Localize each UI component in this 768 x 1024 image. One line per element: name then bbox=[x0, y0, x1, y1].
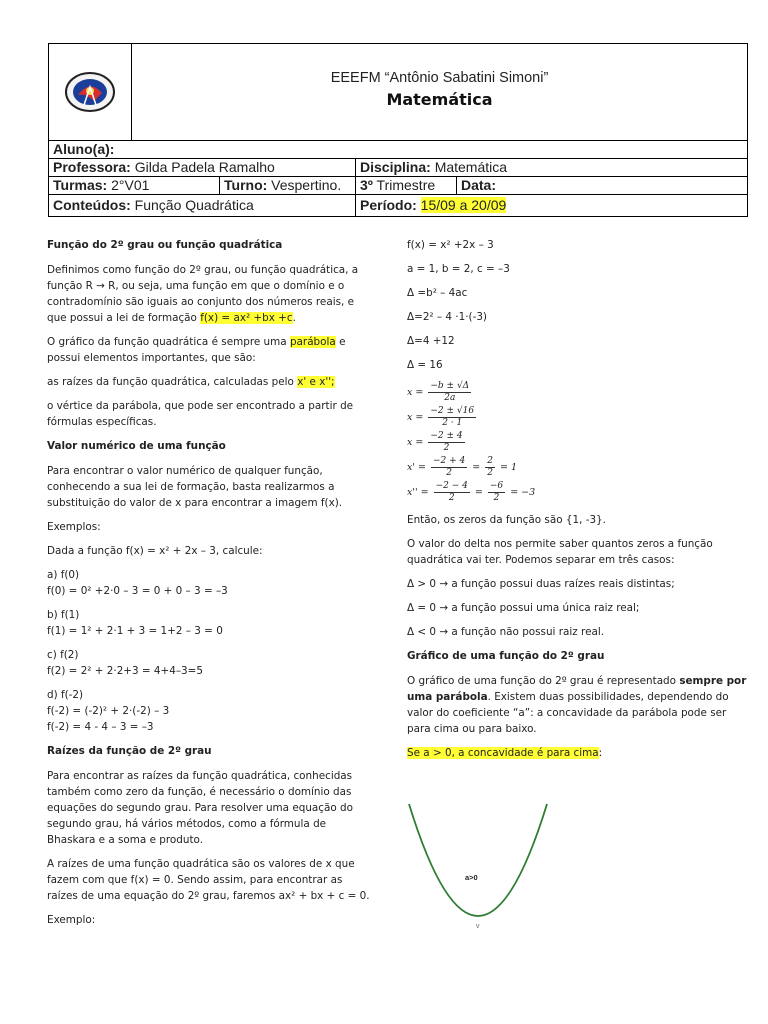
concavity-colon: : bbox=[598, 747, 603, 759]
parabola-highlight: parábola bbox=[289, 336, 336, 348]
definition-paragraph bbox=[47, 262, 372, 326]
row-aluno bbox=[49, 141, 747, 159]
x1-result: = 1 bbox=[500, 462, 518, 473]
bhaskara-numerator: −b ± √Δ bbox=[430, 381, 470, 391]
x1-numerator-2: 2 bbox=[487, 456, 494, 466]
delta-sum: Δ=4 +12 bbox=[407, 335, 455, 347]
conteudos-value: Função Quadrática bbox=[134, 197, 254, 213]
x1-numerator: −2 + 4 bbox=[432, 456, 466, 466]
given-function: Dada a função f(x) = x² + 2x – 3, calcule: bbox=[47, 545, 263, 557]
zeros-conclusion: Então, os zeros da função são {1, -3}. bbox=[407, 514, 606, 526]
example-b-title: b) f(1) bbox=[47, 609, 80, 621]
vertex-label: v bbox=[476, 923, 480, 930]
roots-highlight: x' e x''; bbox=[297, 376, 335, 388]
trimestre-number: 3º bbox=[360, 177, 373, 193]
row-conteudos bbox=[49, 195, 747, 216]
bhaskara-denominator: 2a bbox=[444, 393, 456, 403]
parabola-figure bbox=[405, 800, 555, 932]
graph-paragraph bbox=[47, 334, 372, 366]
example-d-calc-1: f(-2) = (-2)² + 2·(-2) – 3 bbox=[47, 705, 170, 717]
periodo-label: Período: bbox=[360, 197, 417, 213]
x1-lhs: x' = bbox=[407, 462, 426, 473]
delta-result: Δ = 16 bbox=[407, 359, 443, 371]
row-turmas bbox=[49, 177, 747, 195]
x2-equals: = bbox=[474, 487, 483, 498]
definition-text: Definimos como função do 2º grau, ou função quadrática, a função R → R, ou seja, uma função em que o domínio e o contradomínio são iguais ao conjunto dos números reais, e que possui a lei de formação bbox=[47, 264, 359, 324]
x1-denominator-2: 2 bbox=[487, 468, 494, 478]
example-a-title: a) f(0) bbox=[47, 569, 80, 581]
example-label: Exemplo: bbox=[47, 914, 96, 926]
x2-denominator-2: 2 bbox=[493, 493, 500, 503]
function-line: f(x) = x² +2x – 3 bbox=[407, 239, 494, 251]
disciplina-label: Disciplina: bbox=[360, 159, 431, 175]
bhaskara-substitution bbox=[407, 406, 747, 429]
disciplina-value: Matemática bbox=[434, 159, 508, 175]
x1-denominator: 2 bbox=[446, 468, 452, 478]
header-table bbox=[48, 43, 748, 217]
parabola-curve bbox=[409, 804, 547, 916]
delta-formula: Δ =b² – 4ac bbox=[407, 287, 468, 299]
example-b-calc: f(1) = 1² + 2·1 + 3 = 1+2 – 3 = 0 bbox=[47, 625, 223, 637]
example-c-title: c) f(2) bbox=[47, 649, 79, 661]
school-logo-icon bbox=[64, 71, 116, 113]
bhaskara-simplified bbox=[407, 431, 747, 454]
professora-value: Gilda Padela Ramalho bbox=[134, 159, 275, 175]
coefficients-line: a = 1, b = 2, c = –3 bbox=[407, 263, 510, 275]
graph-explanation-c: . Existem duas possibilidades, dependendo do valor do coeficiente “a”: a concavidade da parábola pode ser para cima ou para baixo. bbox=[407, 691, 729, 735]
graph-explanation bbox=[407, 673, 747, 737]
section-title-graph: Gráfico de uma função do 2º grau bbox=[407, 650, 605, 662]
delta-case-zero: Δ = 0 → a função possui uma única raiz real; bbox=[407, 602, 640, 614]
definition-end: . bbox=[292, 312, 296, 324]
roots-method-paragraph: Para encontrar as raízes da função quadrática, conhecidas também como zero da função, é necessário o domínio das equações do segundo grau. Para resolver uma equação do segundo grau, há vários métodos, como a fórmula de Bhaskara e a soma e produto. bbox=[47, 770, 353, 846]
graph-explanation-bold: sempre por uma parábola bbox=[407, 675, 747, 703]
school-logo-cell bbox=[49, 44, 132, 140]
substitution-denominator: 2 · 1 bbox=[442, 418, 463, 428]
delta-case-negative: Δ < 0 → a função não possui raiz real. bbox=[407, 626, 605, 638]
turmas-label: Turmas: bbox=[53, 177, 108, 193]
simplified-lhs: x = bbox=[407, 437, 424, 448]
graph-explanation-a: O gráfico de uma função do 2º grau é representado bbox=[407, 675, 677, 687]
left-column bbox=[47, 237, 372, 936]
periodo-value: 15/09 a 20/09 bbox=[420, 197, 507, 213]
graph-text-b: e possui elementos importantes, que são: bbox=[47, 336, 346, 364]
formula-highlight: f(x) = ax² +bx +c bbox=[200, 312, 293, 324]
section-title-roots: Raízes da função de 2º grau bbox=[47, 745, 212, 757]
delta-case-positive: Δ > 0 → a função possui duas raízes reais distintas; bbox=[407, 578, 675, 590]
turno-value: Vespertino. bbox=[271, 177, 342, 193]
delta-cases-intro: O valor do delta nos permite saber quantos zeros a função quadrática vai ter. Podemos separar em três casos: bbox=[407, 538, 713, 566]
section-title-numeric-value: Valor numérico de uma função bbox=[47, 440, 226, 452]
x2-numerator: −2 − 4 bbox=[435, 481, 468, 491]
turmas-value: 2°V01 bbox=[111, 177, 150, 193]
x2-lhs: x'' = bbox=[407, 487, 429, 498]
school-title-cell bbox=[132, 44, 747, 140]
examples-label: Exemplos: bbox=[47, 521, 101, 533]
graph-text-a: O gráfico da função quadrática é sempre uma bbox=[47, 336, 287, 348]
trimestre-value: Trimestre bbox=[376, 177, 436, 193]
a-positive-label: a>0 bbox=[465, 873, 478, 882]
aluno-label: Aluno(a): bbox=[53, 141, 115, 157]
conteudos-label: Conteúdos: bbox=[53, 197, 131, 213]
x2-numerator-2: −6 bbox=[489, 481, 504, 491]
x2-denominator: 2 bbox=[448, 493, 455, 503]
vertex-paragraph: o vértice da parábola, que pode ser encontrado a partir de fórmulas específicas. bbox=[47, 400, 354, 428]
bhaskara-formula bbox=[407, 381, 747, 404]
substitution-numerator: −2 ± √16 bbox=[430, 406, 475, 416]
root-x2 bbox=[407, 481, 747, 504]
example-a-calc: f(0) = 0² +2·0 – 3 = 0 + 0 – 3 = –3 bbox=[47, 585, 228, 597]
turno-label: Turno: bbox=[224, 177, 268, 193]
example-c-calc: f(2) = 2² + 2·2+3 = 4+4–3=5 bbox=[47, 665, 203, 677]
data-label: Data: bbox=[461, 177, 497, 193]
bhaskara-lhs: x = bbox=[407, 387, 424, 398]
professora-label: Professora: bbox=[53, 159, 131, 175]
school-name: EEEFM “Antônio Sabatini Simoni” bbox=[330, 70, 549, 86]
example-d-title: d) f(-2) bbox=[47, 689, 84, 701]
roots-paragraph bbox=[47, 374, 372, 390]
x1-equals: = bbox=[472, 462, 481, 473]
roots-text: as raízes da função quadrática, calculadas pelo bbox=[47, 376, 294, 388]
root-x1 bbox=[407, 456, 747, 479]
row-professora bbox=[49, 159, 747, 177]
section-title-quadratic: Função do 2º grau ou função quadrática bbox=[47, 239, 283, 251]
numeric-value-paragraph: Para encontrar o valor numérico de qualquer função, conhecendo a sua lei de formação, basta realizarmos a substituição do valor de x para encontrar a imagem f(x). bbox=[47, 465, 343, 509]
concavity-up-line bbox=[407, 745, 747, 761]
header-top-row bbox=[49, 44, 747, 141]
substitution-lhs: x = bbox=[407, 412, 424, 423]
simplified-numerator: −2 ± 4 bbox=[430, 431, 463, 441]
subject-title: Matemática bbox=[386, 90, 493, 109]
x2-result: = −3 bbox=[510, 487, 536, 498]
roots-definition-paragraph: A raízes de uma função quadrática são os valores de x que fazem com que f(x) = 0. Sendo assim, para encontrar as raízes de uma equação do 2º grau, faremos ax² + bx + c = 0. bbox=[47, 858, 370, 902]
simplified-denominator: 2 bbox=[443, 443, 450, 453]
example-d-calc-2: f(-2) = 4 - 4 – 3 = –3 bbox=[47, 721, 154, 733]
right-column bbox=[407, 237, 747, 769]
delta-substitution: Δ=2² – 4 ·1·(-3) bbox=[407, 311, 487, 323]
concavity-up-highlight: Se a > 0, a concavidade é para cima bbox=[407, 747, 599, 759]
